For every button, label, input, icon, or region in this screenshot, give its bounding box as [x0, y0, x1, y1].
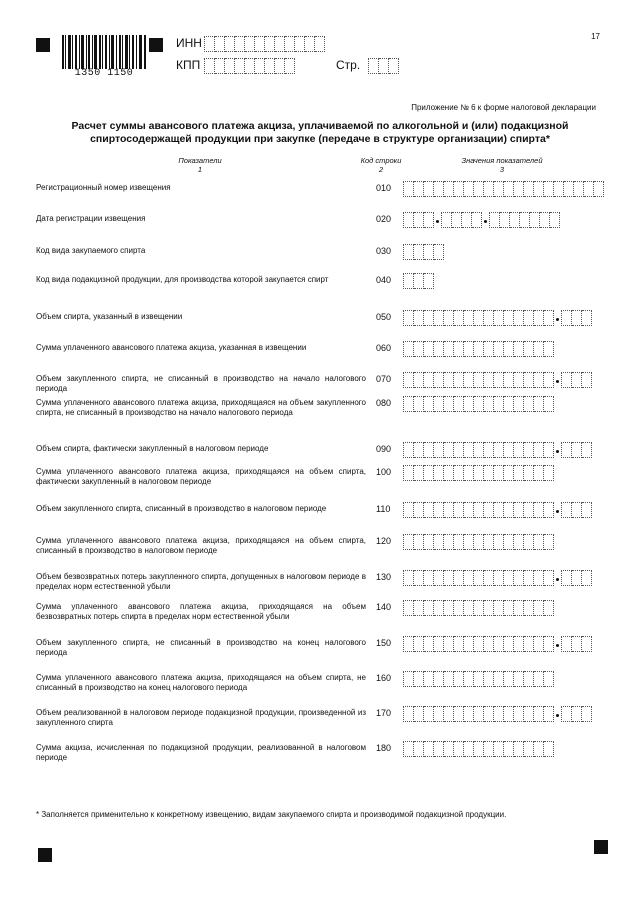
alignment-marker-bottom-left	[38, 848, 52, 862]
row-code: 140	[376, 602, 392, 612]
row-value-field[interactable]	[403, 372, 592, 388]
row-label: Объем спирта, указанный в извещении	[36, 312, 183, 321]
row-code: 080	[376, 398, 392, 408]
row-code: 040	[376, 275, 392, 285]
row-code: 030	[376, 246, 392, 256]
appendix-note: Приложение № 6 к форме налоговой декларации	[411, 103, 596, 112]
row-code: 150	[376, 638, 392, 648]
inn-field[interactable]	[204, 36, 325, 52]
row-value-field[interactable]	[403, 341, 554, 357]
row-value-field[interactable]	[403, 212, 560, 228]
row-code: 120	[376, 536, 392, 546]
row-value-field[interactable]	[403, 636, 592, 652]
page-label: Стр.	[336, 58, 361, 72]
row-code: 070	[376, 374, 392, 384]
form-title: Расчет суммы авансового платежа акциза, уплачиваемой по алкогольной и (или) подакцизной спиртосодержащей продукции при закупке (передаче в структуре организации) спирта*	[71, 120, 569, 145]
row-label: Объем безвозвратных потерь закупленного спирта, допущенных в налоговом периоде в пределах норм естественной убыли	[36, 572, 366, 591]
row-value-field[interactable]	[403, 273, 434, 289]
row-value-field[interactable]	[403, 706, 592, 722]
row-code: 060	[376, 343, 392, 353]
row-label: Код вида подакцизной продукции, для производства которой закупается спирт	[36, 275, 329, 284]
row-code: 160	[376, 673, 392, 683]
row-label: Регистрационный номер извещения	[36, 183, 171, 192]
row-label: Объем спирта, фактически закупленный в налоговом периоде	[36, 444, 269, 453]
alignment-marker-top-left	[36, 38, 50, 52]
row-code: 050	[376, 312, 392, 322]
column-header-indicators: Показатели 1	[178, 156, 222, 174]
row-code: 100	[376, 467, 392, 477]
kpp-label: КПП	[176, 58, 201, 72]
row-label: Объем реализованной в налоговом периоде подакцизной продукции, произведенной из закупленного спирта	[36, 708, 366, 727]
row-code: 010	[376, 183, 392, 193]
alignment-marker-bottom-right	[594, 840, 608, 854]
row-code: 020	[376, 214, 392, 224]
row-value-field[interactable]	[403, 741, 554, 757]
barcode-number: 1350 1150	[74, 68, 134, 79]
row-label: Сумма уплаченного авансового платежа акциза, указанная в извещении	[36, 343, 307, 352]
row-label: Объем закупленного спирта, не списанный в производство на начало налогового периода	[36, 374, 366, 393]
row-label: Сумма акциза, исчисленная по подакцизной продукции, реализованной в налоговом периоде	[36, 743, 366, 762]
footnote: * Заполняется применительно к конкретному извещению, видам закупаемого спирта и производимой подакцизной продукции.	[36, 810, 507, 819]
row-code: 130	[376, 572, 392, 582]
row-label: Сумма уплаченного авансового платежа акциза, приходящаяся на объем закупленного спирта, не списанный в производство на начало налогового периода	[36, 398, 366, 417]
row-code: 110	[376, 504, 391, 514]
row-value-field[interactable]	[403, 310, 592, 326]
row-code: 090	[376, 444, 392, 454]
page-field[interactable]	[368, 58, 399, 74]
row-label: Сумма уплаченного авансового платежа акциза, приходящаяся на объем спирта, списанный в производство в налоговом периоде	[36, 536, 366, 555]
row-value-field[interactable]	[403, 244, 444, 260]
row-value-field[interactable]	[403, 570, 592, 586]
row-code: 170	[376, 708, 392, 718]
row-value-field[interactable]	[403, 442, 592, 458]
column-header-code: Код строки 2	[360, 156, 402, 174]
row-label: Код вида закупаемого спирта	[36, 246, 146, 255]
row-label: Дата регистрации извещения	[36, 214, 146, 223]
row-value-field[interactable]	[403, 181, 604, 197]
row-code: 180	[376, 743, 392, 753]
row-label: Объем закупленного спирта, списанный в производство в налоговом периоде	[36, 504, 327, 513]
barcode	[62, 35, 146, 69]
row-label: Объем закупленного спирта, не списанный в производство на конец налогового периода	[36, 638, 366, 657]
kpp-field[interactable]	[204, 58, 295, 74]
row-value-field[interactable]	[403, 396, 554, 412]
page-number: 17	[591, 32, 600, 41]
row-value-field[interactable]	[403, 600, 554, 616]
row-label: Сумма уплаченного авансового платежа акциза, приходящаяся на объем безвозвратных потерь спирта в пределах норм естественной убыли	[36, 602, 366, 621]
alignment-marker-top-right	[149, 38, 163, 52]
row-value-field[interactable]	[403, 502, 592, 518]
row-value-field[interactable]	[403, 534, 554, 550]
column-header-value: Значения показателей 3	[461, 156, 543, 174]
row-label: Сумма уплаченного авансового платежа акциза, приходящаяся на объем спирта, фактически закупленный в налоговом периоде	[36, 467, 366, 486]
inn-label: ИНН	[176, 36, 202, 50]
row-value-field[interactable]	[403, 465, 554, 481]
row-value-field[interactable]	[403, 671, 554, 687]
row-label: Сумма уплаченного авансового платежа акциза, приходящаяся на объем спирта, не списанный в производство на конец налогового периода	[36, 673, 366, 692]
